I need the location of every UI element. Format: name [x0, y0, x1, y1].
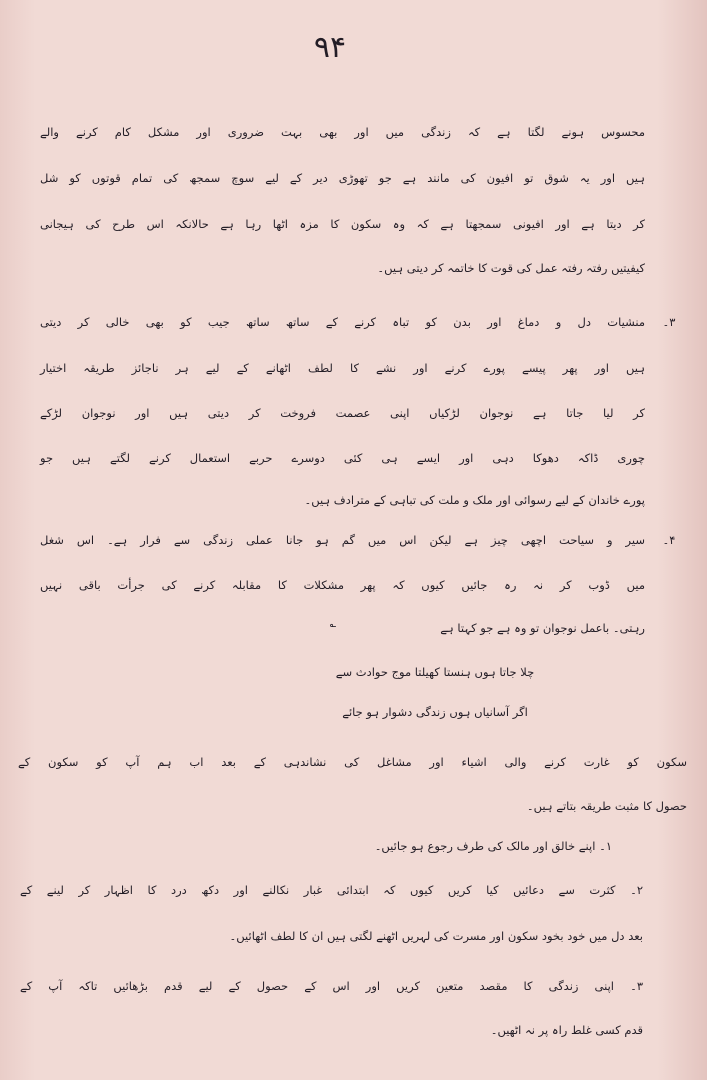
- item-3-line-5: پورے خاندان کے لیے رسوائی اور ملک و ملت کی تباہی کے مترادف ہیں۔: [304, 493, 645, 507]
- paragraph-1-line-3: کر دیتا ہے اور افیونی سمجھتا ہے کہ وہ سکون کا مزہ اٹھا رہا ہے حالانکہ اس طرح کی ہیجانی: [40, 217, 645, 231]
- item-3-line-3: کر لیا جاتا ہے نوجوان لڑکیاں اپنی عصمت فروخت کر دیتی ہیں اور نوجوان لڑکے: [40, 406, 645, 420]
- paragraph-2-line-2: حصول کا مثبت طریقہ بتاتے ہیں۔: [526, 799, 687, 813]
- page-number: ۹۴: [313, 30, 347, 65]
- poetry-sign: ؎: [329, 617, 337, 630]
- list-item-3-line-1: [20, 966, 643, 1006]
- list-item-1-number: ۱۔: [599, 839, 612, 853]
- item-4-line-3: رہتی۔ باعمل نوجوان تو وہ ہے جو کہتا ہے: [440, 621, 645, 635]
- list-item-1-text: اپنے خالق اور مالک کی طرف رجوع ہو جائیں۔: [374, 839, 596, 853]
- couplet-line-1: چلا جاتا ہوں ہنستا کھیلتا موج حوادث سے: [335, 665, 535, 679]
- list-item-1-line-1: [150, 826, 612, 866]
- item-3-number: ۳۔: [662, 315, 676, 329]
- couplet-line-2: اگر آسانیاں ہوں زندگی دشوار ہو جائے: [342, 705, 528, 719]
- item-4-line-2: میں ڈوب کر نہ رہ جائیں کیوں کہ پھر مشکلات کا مقابلہ کرنے کی جرأت باقی نہیں: [40, 578, 645, 592]
- item-3-line-1: منشیات دل و دماغ اور بدن کو تباہ کرنے کے ساتھ ساتھ جیب کو بھی خالی کر دیتی: [40, 315, 645, 329]
- item-3-line-4: چوری ڈاکہ دھوکا دہی اور ایسے ہی کئی دوسرے حربے استعمال کرنے لگتے ہیں جو: [40, 451, 645, 465]
- paragraph-1-line-4: کیفیتیں رفتہ رفتہ عمل کی قوت کا خاتمہ کر دیتی ہیں۔: [377, 261, 645, 275]
- paragraph-1-line-1: محسوس ہونے لگتا ہے کہ زندگی میں اور بھی بہت ضروری اور مشکل کام کرنے والے: [40, 125, 645, 139]
- list-item-3-line-2: قدم کسی غلط راہ پر نہ اٹھیں۔: [490, 1023, 643, 1037]
- item-4-number: ۴۔: [662, 533, 676, 547]
- list-item-2-line-2: بعد دل میں خود بخود سکون اور مسرت کی لہریں اٹھنے لگتی ہیں ان کا لطف اٹھائیں۔: [229, 929, 643, 943]
- list-item-3-text: اپنی زندگی کا مقصد متعین کریں اور اس کے حصول کے لیے قدم بڑھائیں تاکہ آپ کے: [20, 979, 614, 993]
- paragraph-2-line-1: سکون کو غارت کرنے والی اشیاء اور مشاغل کی نشاندہی کے بعد اب ہم آپ کو سکون کے: [18, 755, 687, 769]
- item-4-line-1: سیر و سیاحت اچھی چیز ہے لیکن اس میں گم ہو جانا عملی زندگی سے فرار ہے۔ اس شغل: [40, 533, 645, 547]
- item-3-line-2: ہیں اور پھر پیسے پورے کرنے اور نشے کا لطف اٹھانے کے لیے ہر ناجائز طریقہ اختیار: [40, 361, 645, 375]
- list-item-2-text: کثرت سے دعائیں کیا کریں کیوں کہ ابتدائی غبار نکالنے اور دکھ درد کا اظہار کر لینے کے: [20, 883, 616, 897]
- list-item-3-number: ۳۔: [630, 979, 643, 993]
- list-item-2-number: ۲۔: [630, 883, 644, 897]
- list-item-2-line-1: [20, 870, 643, 910]
- paragraph-1-line-2: ہیں اور یہ شوق تو افیون کی مانند ہے جو تھوڑی دیر کے لیے سوچ سمجھ کی تمام قوتوں کو شل: [40, 171, 645, 185]
